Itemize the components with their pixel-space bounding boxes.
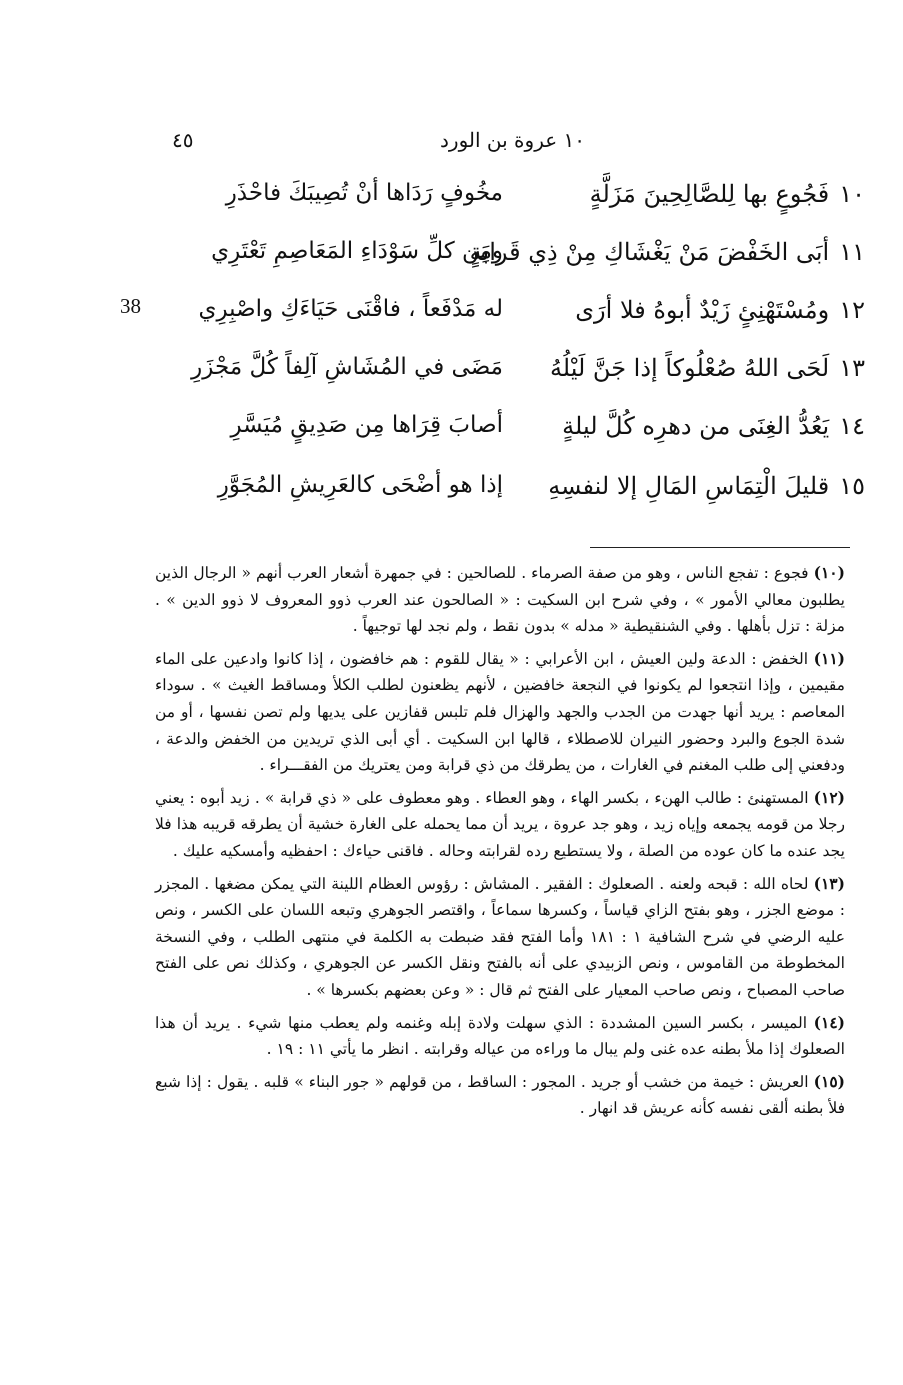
verse-second-hemistich: مَضَى في المُشَاشِ آلِفاً كُلَّ مَجْزَرِ [191,354,503,380]
verse-first-hemistich [525,472,865,500]
verse-number: ١١ [839,238,865,266]
footnote-number: (١٢) [813,787,845,807]
footnote-text: الخفض : الدعة ولين العيش ، ابن الأعرابي : « يقال للقوم : هم خافضون ، إذا كانوا وادعين على الماء مقيمين ، وإذا انتجعوا لم يكونوا في النجعة خافضين ، لأنهم يظعنون لطلب الكلأ ومساقط الغيث » . سوداء المعاصم : يريد أنها جهدت من الجدب والجهد والهزال فلم تلبس قفازين على يديها ولم تصن نفسها ، أو من شدة الجوع والبرد وحضور النيران للاصطلاء ، قالها ابن السكيت . أي أبى الذي تريدين من الخفض والدعة ، ودفعني إلى طلب المغنم في الغارات ، من يطرقك من ذي قرابة ومن يعتريك من الفقـــراء . [155,649,845,775]
footnote-text: العريش : خيمة من خشب أو جريد . المجور : الساقط ، من قولهم « جور البناء » قلبه . يقول : إذا شبع فلأ بطنه ألقى نفسه كأنه عريش قد انهار . [155,1072,845,1118]
verse-second-hemistich: له مَدْفَعاً ، فاقْنَى حَيَاءَكِ واصْبِرِي [198,296,503,322]
verse-second-hemistich: مخُوفٍ رَدَاها أنْ تُصِيبَكَ فاحْذَرِ [225,180,503,206]
footnote-number: (١٤) [813,1012,845,1032]
verse-first-text: ومُسْتَهْنِئٍ زَيْدٌ أبوهُ فلا أرَى [575,296,830,324]
footnote-text: المستهنئ : طالب الهنء ، بكسر الهاء ، وهو العطاء . وهو معطوف على « ذي قرابة » . زيد أبوه : يعني رجلا من قومه يجمعه وإياه زيد ، وهو جد عروة ، يريد أن مما يحمله على الغارة خشية أن يطرقه قريبه هذا فلا يجد عنده ما كان عوده من الصلة ، ولا يستطيع رده لقرابته وحاله . فاقنى حياءك : احفظيه وأمسكيه عليك . [155,788,845,860]
footnote-text: فجوع : تفجع الناس ، وهو من صفة الصرماء . للصالحين : في جمهرة أشعار العرب أنهم « الرجال الذين يطلبون معالي الأمور » ، وفي شرح ابن السكيت : « الصالحون عند العرب ذوو المعروف لا ذوو الدين » . مزلة : تزل بأهلها . وفي الشنقيطية « مدله » بدون نقط ، ولم نجد لها توجيهاً . [155,564,845,636]
verse-line [0,238,903,290]
footnotes [155,560,845,1128]
verse-first-hemistich [525,354,865,382]
verse-number: ١٠ [839,180,865,208]
verse-number: ١٣ [839,354,865,382]
footnote-text: لحاه الله : قبحه ولعنه . الصعلوك : الفقير . المشاش : رؤوس العظام اللينة التي يمكن مضغها . المجزر : موضع الجزر ، وهو بفتح الزاي قياساً ، وكسرها سماعاً ، واقتصر الجوهري وتبعه اللسان على الكسر ، ونص عليه الرضي في شرح الشافية ١ : ١٨١ وأما الفتح فقد ضبطت به الكلمة في منتهى الطلب ، وفي النسخة المخطوطة من القاموس ، ونص الزبيدي على أنه بالفتح ونقل الكسر عن الجوهري ، وكذلك نص على الفتح صاحب المصباح ، ونص صاحب المعيار على الفتح ثم قال : « وعن بعضهم بكسرها » . [155,874,846,999]
verse-first-hemistich [469,238,865,266]
verse-first-hemistich [525,180,865,208]
page-number: ٤٥ [172,128,194,152]
verse-first-text: فَجُوعٍ بها لِلصَّالِحِينَ مَزَلَّةٍ [589,180,830,208]
footnote-number: (١٠) [813,563,845,582]
running-title: ١٠ عروة بن الورد [440,128,585,152]
verse-first-hemistich [525,412,865,440]
verse-second-hemistich: ومِن كلِّ سَوْدَاءِ المَعَاصِمِ تَعْتَرِي [211,238,503,264]
footnote-divider [590,547,850,548]
verse-first-hemistich [525,296,865,324]
verse-line [0,180,903,232]
verse-first-text: قليلَ الْتِمَاسِ المَالِ إلا لنفسِهِ [548,472,830,500]
footnote [155,1069,845,1122]
footnote-text: الميسر ، بكسر السين المشددة : الذي سهلت ولادة إبله وغنمه ولم يعطب منها شيء . يريد أن هذا الصعلوك إذا ملأ بطنه عده غنى ولم يبال ما وراءه من عياله وقرابته . انظر ما يأتي ١١ : ١٩ . [155,1013,845,1059]
verse-number: ١٢ [839,296,865,324]
verse-line [0,296,903,348]
footnote [155,785,845,865]
footnote-number: (١٥) [813,1071,845,1091]
footnote [155,1010,845,1063]
footnote [155,871,845,1004]
verse-first-text: أبَى الخَفْضَ مَنْ يَغْشَاكِ مِنْ ذِي قَرابَةٍ [469,238,830,266]
verse-number: ١٥ [839,472,865,500]
verse-number: ١٤ [839,412,865,440]
verse-line [0,354,903,406]
verse-second-hemistich: إذا هو أضْحَى كالعَرِيشِ المُجَوَّرِ [217,472,503,498]
footnote-number: (١٣) [813,873,845,893]
verse-line [0,472,903,524]
footnote [155,560,845,640]
verse-first-text: يَعُدُّ الغِنَى من دهرِه كُلَّ ليلةٍ [562,412,830,440]
footnote-number: (١١) [813,648,845,668]
verse-second-hemistich: أصابَ قِرَاها مِن صَدِيقٍ مُيَسَّرِ [230,412,503,438]
verse-first-text: لَحَى اللهُ صُعْلُوكاً إذا جَنَّ لَيْلُهُ [549,354,830,382]
page-header [0,128,903,160]
verse-line [0,412,903,464]
margin-reference: 38 [120,294,141,318]
footnote [155,646,845,779]
